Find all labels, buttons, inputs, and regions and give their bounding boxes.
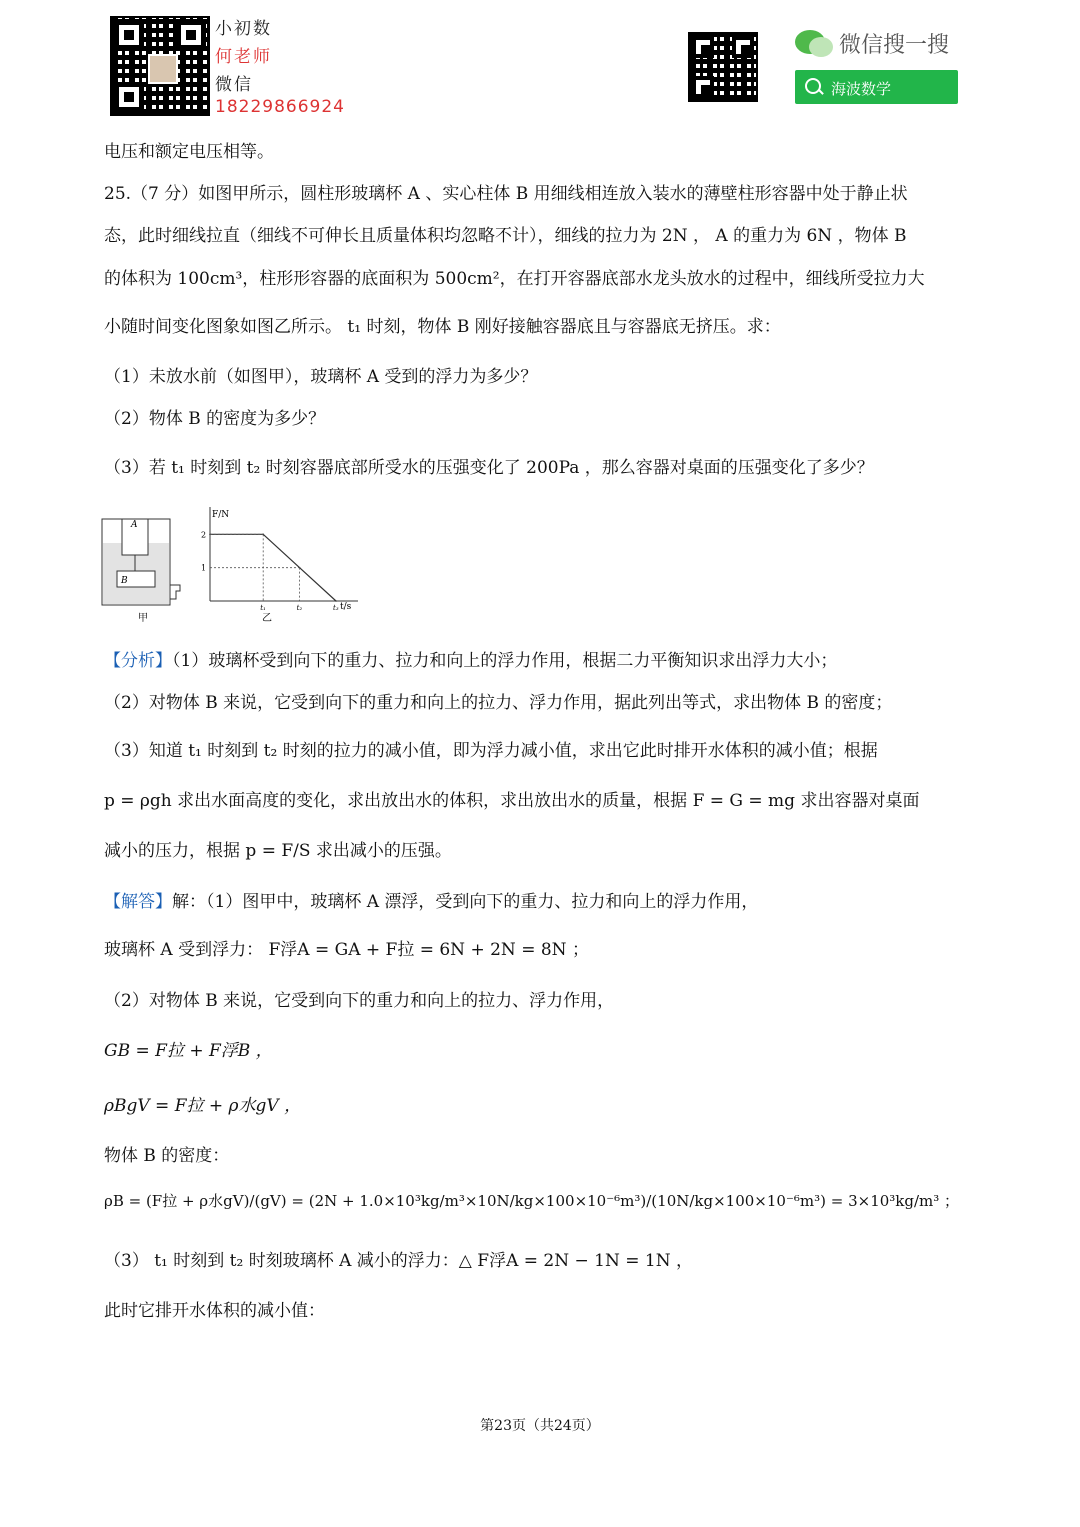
- problem-line: 的体积为 100cm³，柱形形容器的底面积为 500cm²，在打开容器底部水龙头放水的过程中，细线所受拉力大: [104, 269, 925, 289]
- analysis-line: p = ρgh 求出水面高度的变化，求出放出水的体积，求出放出水的质量，根据 F = G = mg 求出容器对桌面: [104, 791, 920, 811]
- qr-code-personal: [110, 16, 210, 116]
- analysis-line: 减小的压力，根据 p = F/S 求出减小的压强。: [104, 841, 452, 861]
- solution-line: （2）对物体 B 来说，它受到向下的重力和向上的拉力、浮力作用，: [104, 991, 615, 1011]
- problem-line: 小随时间变化图象如图乙所示。 t₁ 时刻，物体 B 刚好接触容器底且与容器底无挤压。求：: [104, 317, 781, 337]
- analysis-tag: 【分析】: [104, 651, 172, 671]
- search-button-label: 海波数学: [831, 80, 892, 98]
- qr-code-wechat: [688, 32, 758, 102]
- question-1: （1）未放水前（如图甲），玻璃杯 A 受到的浮力为多少？: [104, 367, 538, 387]
- y-axis-label: F/N: [212, 510, 230, 520]
- x-tick-label: t₂: [296, 604, 303, 612]
- avatar: [148, 54, 178, 84]
- question-3: （3）若 t₁ 时刻到 t₂ 时刻容器底部所受水的压强变化了 200Pa ，那么容器对桌面的压强变化了多少？: [104, 458, 874, 478]
- figure-label-b: B: [121, 576, 128, 586]
- series-line: [210, 534, 336, 601]
- density-formula: ρB = (F拉 + ρ水gV)/(gV) = (2N + 1.0×10³kg/m³×10N/kg×100×10⁻⁶m³)/(10N/kg×100×10⁻⁶m³) = 3×10³kg/m³ ；: [104, 1192, 960, 1210]
- figure-jia-container: [102, 519, 180, 624]
- analysis-line: （2）对物体 B 来说，它受到向下的重力和向上的拉力、浮力作用，据此列出等式，求出物体 B 的密度；: [104, 693, 893, 713]
- handwritten-note-2: 何老师: [215, 47, 272, 67]
- figure-caption-yi: 乙: [262, 613, 272, 624]
- wechat-search-title: 微信搜一搜: [839, 33, 950, 58]
- search-button[interactable]: [795, 70, 958, 104]
- data-point: [335, 600, 337, 602]
- x-axis-label: t/s: [340, 602, 352, 612]
- wechat-logo-icon-secondary: [809, 37, 833, 57]
- solution-tag: 【解答】: [104, 892, 172, 912]
- force-time-chart: [201, 507, 358, 624]
- solution-text: 解：（1）图甲中，玻璃杯 A 漂浮，受到向下的重力、拉力和向上的浮力作用，: [172, 892, 759, 912]
- analysis-line: [104, 650, 837, 672]
- handwritten-phone: 18229866924: [215, 97, 345, 117]
- x-tick-label: t₁: [260, 604, 266, 612]
- problem-line: 态，此时细线拉直（细线不可伸长且质量体积均忽略不计），细线的拉力为 2N ， A 的重力为 6N ，物体 B: [104, 226, 907, 246]
- page-footer: 第23页（共24页）: [480, 1418, 600, 1434]
- solution-formula: ρBgV = F拉 + ρ水gV ，: [104, 1096, 302, 1116]
- search-icon: [805, 78, 821, 94]
- analysis-line: （3）知道 t₁ 时刻到 t₂ 时刻的拉力的减小值，即为浮力减小值，求出它此时排开水体积的减小值；根据: [104, 741, 878, 761]
- y-tick-label: 1: [201, 563, 207, 573]
- solution-line: 玻璃杯 A 受到浮力： F浮A = GA + F拉 = 6N + 2N = 8N ；: [104, 940, 589, 960]
- question-2: （2）物体 B 的密度为多少？: [104, 409, 326, 429]
- solution-line: 此时它排开水体积的减小值：: [104, 1301, 325, 1321]
- problem-line: 25.（7 分）如图甲所示，圆柱形玻璃杯 A 、实心柱体 B 用细线相连放入装水的薄壁柱形容器中处于静止状: [104, 184, 908, 204]
- y-tick-label: 2: [201, 530, 207, 540]
- handwritten-note-3: 微信: [215, 75, 253, 95]
- problem-figure: [100, 505, 370, 630]
- figure-caption-jia: 甲: [138, 613, 148, 624]
- figure-label-a: A: [131, 520, 138, 530]
- page-header: [0, 0, 1080, 130]
- analysis-text: （1）玻璃杯受到向下的重力、拉力和向上的浮力作用，根据二力平衡知识求出浮力大小；: [172, 651, 838, 671]
- solution-formula: GB = F拉 + F浮B ，: [104, 1041, 273, 1061]
- solution-line: 物体 B 的密度：: [104, 1146, 230, 1166]
- solution-line: （3） t₁ 时刻到 t₂ 时刻玻璃杯 A 减小的浮力：△ F浮A = 2N − 1N = 1N ，: [104, 1251, 693, 1271]
- text-line: 电压和额定电压相等。: [104, 142, 274, 162]
- x-tick-label: t₃: [333, 604, 339, 612]
- solution-line: [104, 891, 758, 913]
- wechat-search-brand: [795, 28, 965, 60]
- handwritten-note-1: 小初数: [215, 19, 272, 39]
